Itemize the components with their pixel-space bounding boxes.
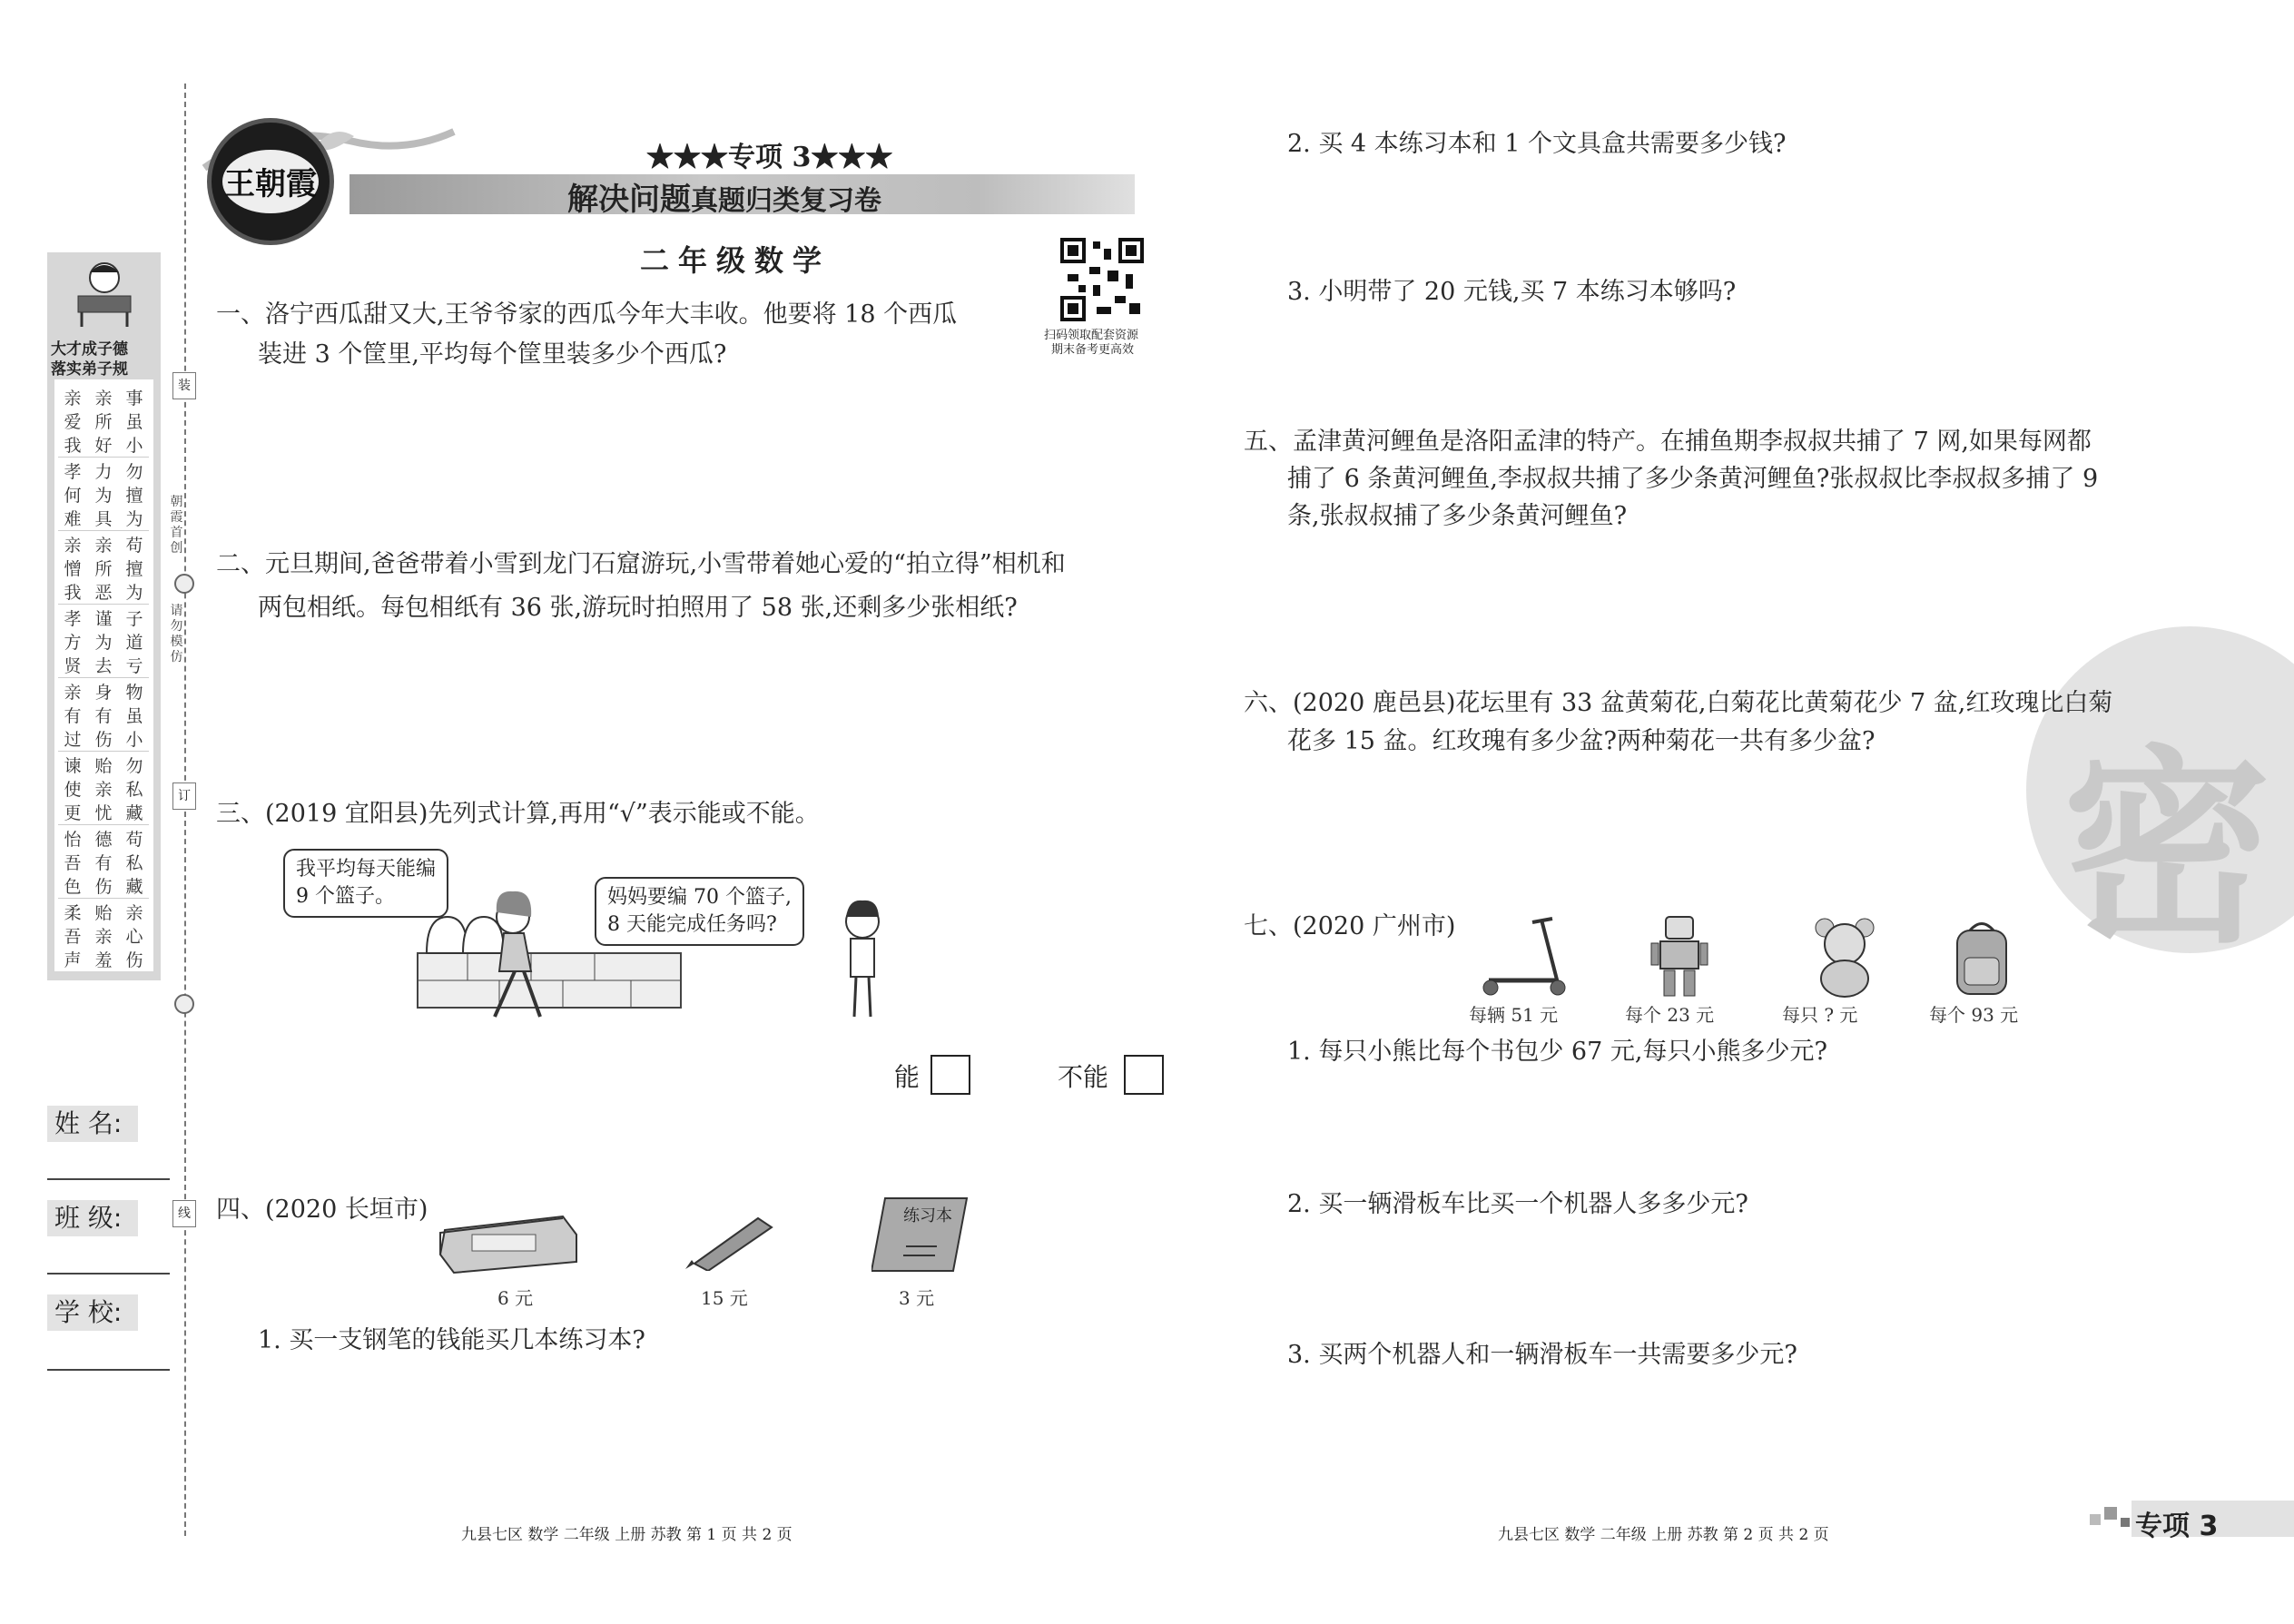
title-bold: 解决问题 [567,182,691,218]
q4-sub-3: 3. 小明带了 20 元钱,买 7 本练习本够吗? [1287,278,1737,306]
cannot-checkbox[interactable] [1124,1055,1164,1095]
rule-separator [58,457,149,458]
rule-separator [58,530,149,531]
series-label: ★★★专项 3★★★ [646,142,893,173]
rule-column: 孝 何 难 [64,462,82,529]
rule-column: 亲 心 伤 [125,903,143,970]
binding-chip-3: 线 [172,1200,196,1227]
name-label: 姓 名: [47,1106,138,1142]
rule-column: 子 道 亏 [125,609,143,676]
qr-caption-1: 扫码领取配套资源 [1044,329,1139,342]
rule-column: 亲 所 恶 [94,536,113,603]
motto-line-2: 落实弟子规 [51,360,128,379]
rule-column: 苟 擅 为 [125,536,143,603]
class-field-line[interactable] [47,1273,170,1275]
exercise-book-label: 练习本 [903,1206,952,1225]
right-footer: 九县七区 数学 二年级 上册 苏教 第 2 页 共 2 页 [1498,1526,1829,1544]
boy-speech-bubble [595,877,804,946]
teddy-bear-price: 每只 ? 元 [1782,1004,1858,1026]
rule-column: 谨 为 去 [94,609,113,676]
robot-price: 每个 23 元 [1625,1004,1715,1026]
mom-speech-bubble [283,849,448,918]
tag-square-1 [2090,1514,2101,1525]
rule-column: 力 为 具 [94,462,113,529]
title-rest: 真题归类复习卷 [691,185,881,217]
rule-column: 柔 吾 声 [64,903,82,970]
rule-separator [58,824,149,825]
rule-column: 孝 方 贤 [64,609,82,676]
left-footer: 九县七区 数学 二年级 上册 苏教 第 1 页 共 2 页 [461,1526,793,1544]
pencil-case-icon [436,1207,581,1275]
q7-sub-2: 2. 买一辆滑板车比买一个机器人多多少元? [1287,1190,1748,1218]
q7-sub-3: 3. 买两个机器人和一辆滑板车一共需要多少元? [1287,1341,1797,1369]
binding-dashed-line [184,84,186,1536]
boy-speech-line-2: 8 天能完成任务吗? [607,913,777,936]
q1-line-2: 装进 3 个筐里,平均每个筐里装多少个西瓜? [258,340,727,369]
section-tag-label: 专项 3 [2135,1511,2219,1542]
logo-text: 王朝霞 [224,166,317,202]
can-checkbox[interactable] [930,1055,970,1095]
rule-column: 德 有 伤 [94,830,113,897]
q6-line-2: 花多 15 盆。红玫瑰有多少盆?两种菊花一共有多少盆? [1287,727,1876,755]
qr-caption-2: 期末备考更高效 [1051,343,1135,357]
q2-line-2: 两包相纸。每包相纸有 36 张,游玩时拍照用了 58 张,还剩多少张相纸? [258,594,1018,622]
rule-column: 亲 所 好 [94,389,113,456]
exercise-book-price: 3 元 [899,1287,935,1309]
schoolbag-icon [1950,917,2013,999]
q7-sub-1: 1. 每只小熊比每个书包少 67 元,每只小熊多少元? [1287,1038,1827,1066]
rule-separator [58,751,149,752]
can-label: 能 [894,1062,921,1092]
rule-separator [58,677,149,678]
binder-text-2: 请勿模仿 [170,604,183,664]
binding-chip-1: 装 [172,372,196,399]
q1-line-1: 一、洛宁西瓜甜又大,王爷爷家的西瓜今年大丰收。他要将 18 个西瓜 [216,300,958,329]
rule-separator [58,604,149,605]
schoolbag-price: 每个 93 元 [1929,1004,2019,1026]
binding-ring-2 [174,994,194,1014]
rule-separator [58,898,149,899]
tag-square-3 [2121,1518,2130,1527]
rule-column: 勿 私 藏 [125,756,143,823]
rule-column: 亲 憎 我 [64,536,82,603]
scholar-figure-icon [73,258,136,330]
q5-line-2: 捕了 6 条黄河鲤鱼,李叔叔共捕了多少条黄河鲤鱼?张叔叔比李叔叔多捕了 9 [1287,465,2099,493]
q5-line-1: 五、孟津黄河鲤鱼是洛阳孟津的特产。在捕鱼期李叔叔共捕了 7 网,如果每网都 [1244,428,2092,456]
school-label: 学 校: [47,1294,138,1331]
q7-line-1: 七、(2020 广州市) [1244,912,1456,940]
cannot-label: 不能 [1058,1062,1109,1092]
qr-code-icon[interactable] [1060,238,1144,321]
rule-column: 亲 有 过 [64,683,82,750]
tag-square-2 [2104,1507,2117,1520]
binder-text-1: 朝霞首创 [170,495,183,556]
rule-column: 物 虽 小 [125,683,143,750]
rule-column: 事 虽 小 [125,389,143,456]
school-field-line[interactable] [47,1369,170,1371]
rule-column: 贻 亲 忧 [94,756,113,823]
rule-column: 贻 亲 羞 [94,903,113,970]
scooter-price: 每辆 51 元 [1469,1004,1559,1026]
class-label: 班 级: [47,1200,138,1236]
rule-column: 谏 使 更 [64,756,82,823]
q3-line-1: 三、(2019 宜阳县)先列式计算,再用“√”表示能或不能。 [216,800,820,828]
scooter-icon [1478,915,1578,997]
rule-column: 怡 吾 色 [64,830,82,897]
rule-column: 身 有 伤 [94,683,113,750]
q4-line-1: 四、(2020 长垣市) [216,1196,428,1224]
q4-sub-2: 2. 买 4 本练习本和 1 个文具盒共需要多少钱? [1287,130,1787,158]
name-field-line[interactable] [47,1178,170,1180]
binding-chip-2: 订 [172,782,196,810]
motto-line-1: 大才成子德 [51,340,128,359]
pencil-case-price: 6 元 [497,1287,534,1309]
mom-speech-line-1: 我平均每天能编 [296,858,437,881]
q5-line-3: 条,张叔叔捕了多少条黄河鲤鱼? [1287,502,1628,530]
grade-subtitle: 二年级数学 [640,243,832,278]
rule-column: 苟 私 藏 [125,830,143,897]
page-title [567,174,881,219]
fountain-pen-icon [681,1207,781,1271]
binding-ring-1 [174,574,194,594]
q4-sub-1: 1. 买一支钢笔的钱能买几本练习本? [258,1326,645,1354]
pen-price: 15 元 [701,1287,748,1309]
boy-speech-line-1: 妈妈要编 70 个篮子, [607,886,792,909]
rule-column: 亲 爱 我 [64,389,82,456]
watermark-seal: 密 [2026,626,2294,953]
q6-line-1: 六、(2020 鹿邑县)花坛里有 33 盆黄菊花,白菊花比黄菊花少 7 盆,红玫瑰比白菊 [1244,689,2113,717]
teddy-bear-icon [1807,917,1884,999]
robot-icon [1648,912,1711,999]
rule-column: 勿 擅 为 [125,462,143,529]
q2-line-1: 二、元旦期间,爸爸带着小雪到龙门石窟游玩,小雪带着她心爱的“拍立得”相机和 [216,550,1066,578]
wang-zhaoxia-logo [207,118,334,245]
mom-speech-line-2: 9 个篮子。 [296,885,395,908]
